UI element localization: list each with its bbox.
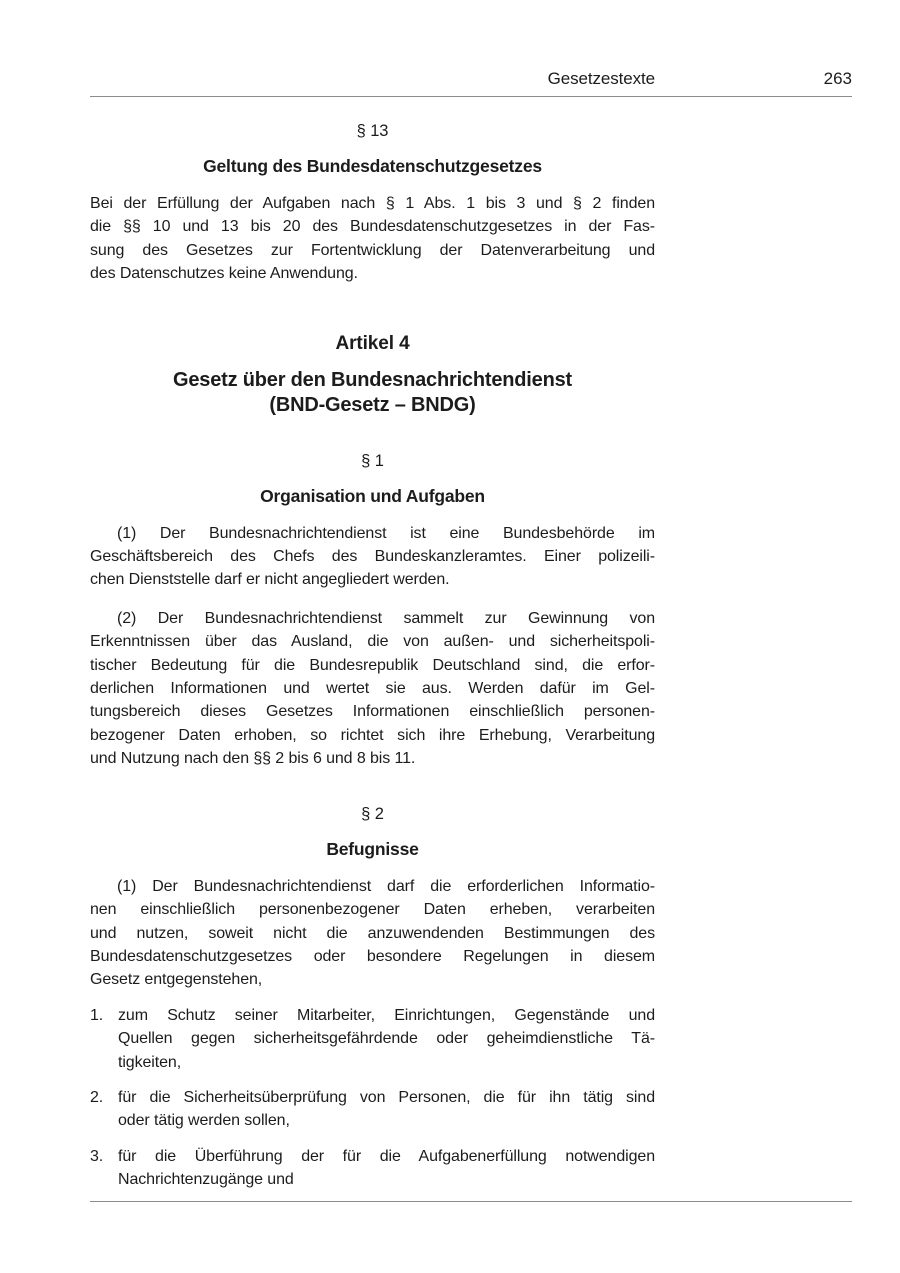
section-title: Geltung des Bundesdatenschutzgesetzes bbox=[203, 156, 542, 176]
page-header bbox=[90, 68, 852, 90]
text-line: chen Dienststelle darf er nicht angegliedert werden. bbox=[90, 571, 450, 589]
page-number: 263 bbox=[823, 69, 852, 88]
paragraph bbox=[90, 192, 655, 286]
list-item-number: 1. bbox=[90, 1006, 104, 1024]
text-line: für die Überführung der für die Aufgabenerfüllung notwendigen bbox=[118, 1147, 655, 1165]
section-number-heading: § 2 bbox=[361, 804, 384, 823]
text-line: Gesetz entgegenstehen, bbox=[90, 971, 263, 989]
text-line: und nutzen, soweit nicht die anzuwendenden Bestimmungen des bbox=[90, 924, 655, 942]
text-line: und Nutzung nach den §§ 2 bis 6 und 8 bis 11. bbox=[90, 750, 416, 768]
paragraph bbox=[90, 607, 655, 771]
list-item-number: 2. bbox=[90, 1088, 104, 1106]
text-line: Geschäftsbereich des Chefs des Bundeskanzleramtes. Einer polizeili- bbox=[90, 548, 655, 566]
text-line: bezogener Daten erhoben, so richtet sich ihre Erhebung, Verarbeitung bbox=[90, 726, 655, 744]
law-title bbox=[90, 368, 655, 418]
text-line: derlichen Informationen und wertet sie aus. Werden dafür im Gel- bbox=[90, 680, 655, 698]
text-line: (1) Der Bundesnachrichtendienst darf die erforderlichen Informatio- bbox=[117, 877, 655, 895]
list-item-text bbox=[118, 1145, 655, 1192]
text-line: nen einschließlich personenbezogener Daten erheben, verarbeiten bbox=[90, 901, 655, 919]
list-item bbox=[90, 1145, 655, 1192]
text-line: für die Sicherheitsüberprüfung von Personen, die für ihn tätig sind bbox=[118, 1088, 655, 1106]
text-line: (1) Der Bundesnachrichtendienst ist eine Bundesbehörde im bbox=[117, 524, 655, 542]
article-heading: Artikel 4 bbox=[335, 332, 410, 354]
running-head-title: Gesetzestexte bbox=[547, 69, 655, 88]
list-item bbox=[90, 1086, 655, 1133]
text-line: Bundesdatenschutzgesetzes oder besondere Regelungen in diesem bbox=[90, 947, 655, 965]
text-line: Bei der Erfüllung der Aufgaben nach § 1 Abs. 1 bis 3 und § 2 finden bbox=[90, 195, 655, 212]
text-line: Quellen gegen sicherheitsgefährdende oder geheimdienstliche Tä- bbox=[118, 1030, 655, 1048]
text-line: (2) Der Bundesnachrichtendienst sammelt zur Gewinnung von bbox=[117, 609, 655, 627]
text-line: tischer Bedeutung für die Bundesrepublik Deutschland sind, die erfor- bbox=[90, 656, 655, 674]
list-item bbox=[90, 1004, 655, 1074]
text-line: tungsbereich dieses Gesetzes Informationen einschließlich personen- bbox=[90, 703, 655, 721]
section-number-heading: § 1 bbox=[361, 451, 384, 470]
section-title: Organisation und Aufgaben bbox=[260, 485, 485, 506]
text-line: Nachrichtenzugänge und bbox=[118, 1171, 294, 1189]
law-title-line: Gesetz über den Bundesnachrichtendienst bbox=[173, 368, 572, 391]
text-line: tigkeiten, bbox=[118, 1053, 182, 1071]
text-line: des Datenschutzes keine Anwendung. bbox=[90, 265, 358, 283]
list-item-text bbox=[118, 1004, 655, 1074]
paragraph bbox=[90, 522, 655, 592]
section-title: Befugnisse bbox=[326, 838, 419, 859]
document-content bbox=[90, 97, 655, 1192]
paragraph bbox=[90, 875, 655, 992]
text-line: zum Schutz seiner Mitarbeiter, Einrichtungen, Gegenstände und bbox=[118, 1006, 655, 1024]
section-number-heading: § 13 bbox=[356, 122, 389, 140]
law-title-line: (BND-Gesetz – BNDG) bbox=[269, 393, 476, 416]
text-line: oder tätig werden sollen, bbox=[118, 1112, 290, 1130]
footer-rule bbox=[90, 1201, 852, 1202]
text-line: sung des Gesetzes zur Fortentwicklung der Datenverarbeitung und bbox=[90, 241, 655, 259]
text-line: Erkenntnissen über das Ausland, die von außen- und sicherheitspoli- bbox=[90, 633, 655, 651]
list-item-text bbox=[118, 1086, 655, 1133]
text-line: die §§ 10 und 13 bis 20 des Bundesdatenschutzgesetzes in der Fas- bbox=[90, 218, 655, 236]
list-item-number: 3. bbox=[90, 1147, 104, 1165]
